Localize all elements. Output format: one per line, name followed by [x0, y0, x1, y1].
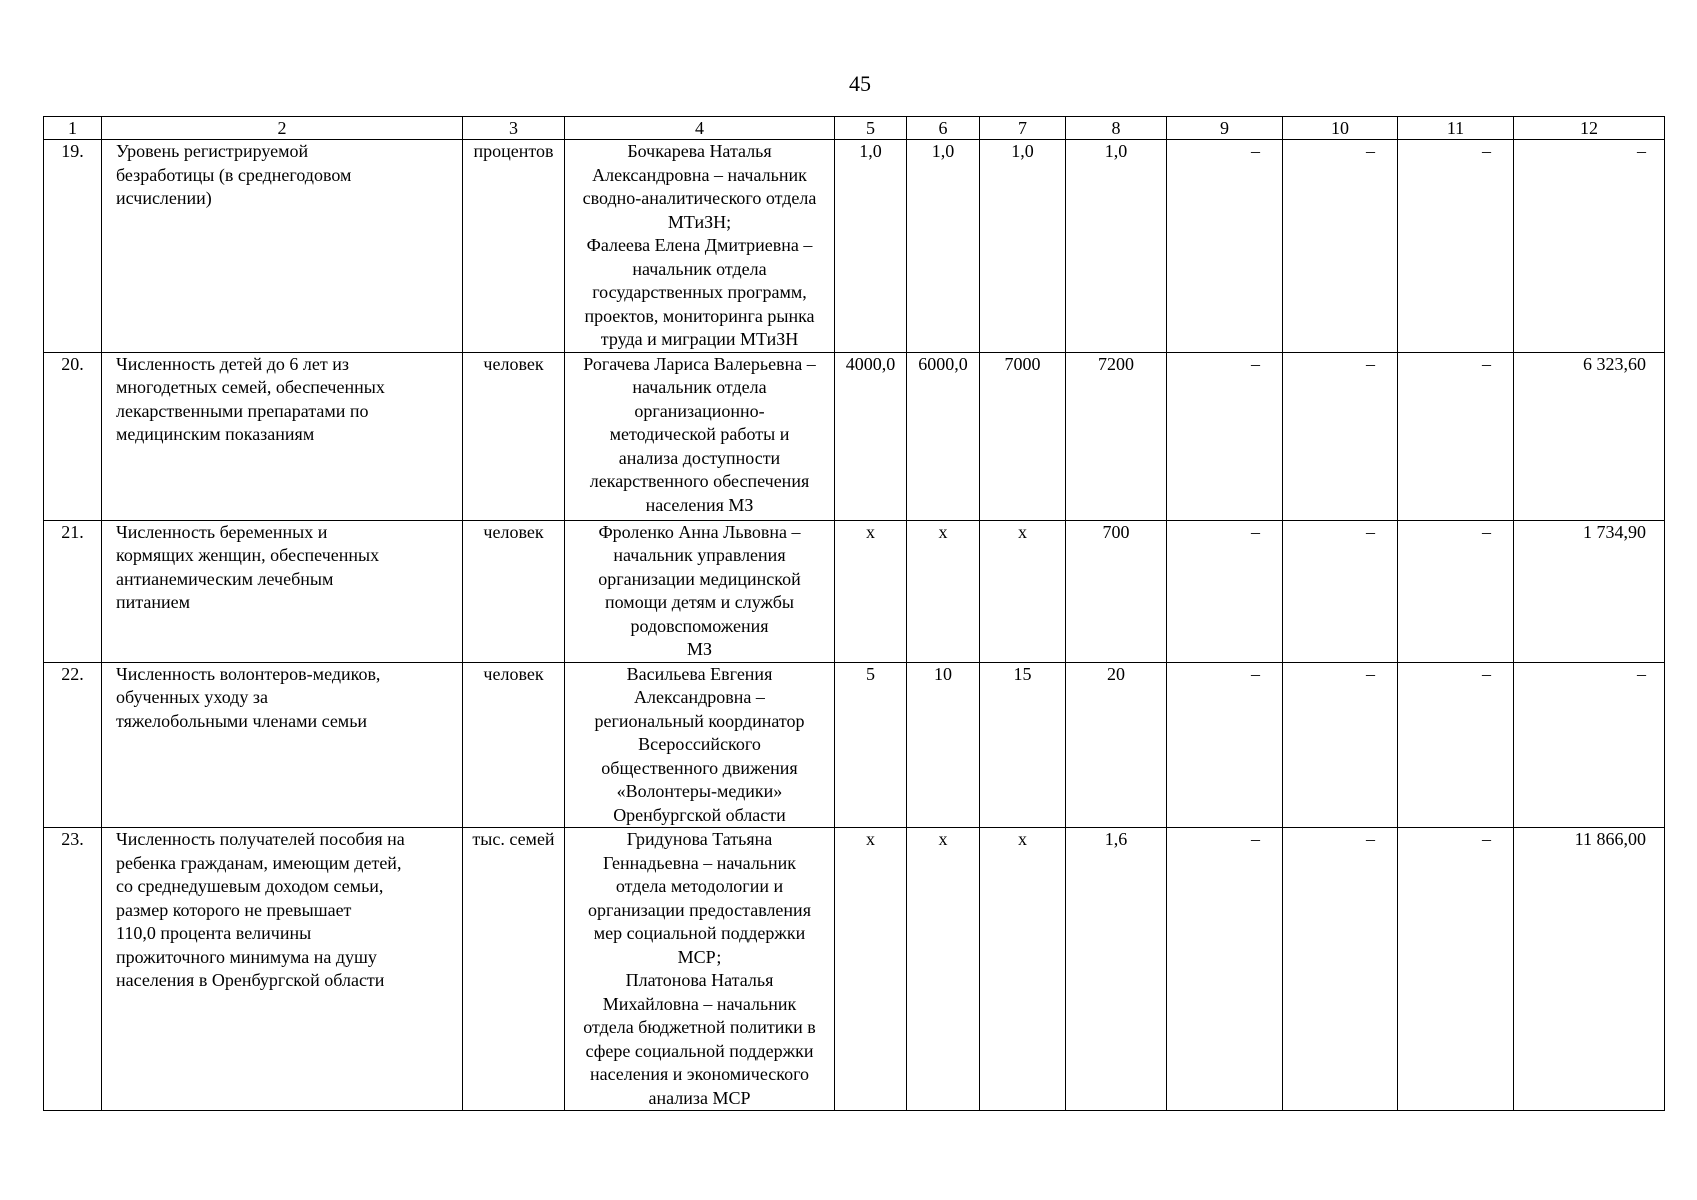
value-cell-v11: –: [1398, 140, 1514, 353]
value-cell-v6: 1,0: [907, 140, 980, 353]
responsible-line: региональный координатор: [594, 710, 805, 731]
table-body: [44, 140, 1665, 1111]
table-row: [44, 828, 1665, 1111]
unit-cell: человек: [463, 352, 565, 520]
value-cell-v11: –: [1398, 662, 1514, 828]
responsible-line: организации медицинской: [598, 568, 801, 589]
unit-cell: тыс. семей: [463, 828, 565, 1111]
column-header: 6: [907, 117, 980, 140]
value-cell-v12: 1 734,90: [1514, 520, 1665, 662]
column-header: 12: [1514, 117, 1665, 140]
column-header: 1: [44, 117, 102, 140]
responsible-line: Васильева Евгения: [626, 663, 773, 684]
column-header: 7: [980, 117, 1066, 140]
column-header: 2: [102, 117, 463, 140]
value-cell-v12: –: [1514, 662, 1665, 828]
value-cell-v12: 6 323,60: [1514, 352, 1665, 520]
indicator-name-line: антианемическим лечебным: [116, 568, 334, 589]
responsible-line: МСР;: [677, 946, 722, 967]
value-cell-v9: –: [1167, 520, 1283, 662]
responsible-line: анализа МСР: [648, 1087, 751, 1108]
responsible-line: общественного движения: [601, 757, 798, 778]
responsible-cell: [565, 662, 835, 828]
table-row: [44, 520, 1665, 662]
page-number: 45: [849, 71, 871, 96]
value-cell-v10: –: [1283, 140, 1398, 353]
responsible-cell: [565, 828, 835, 1111]
column-header: 4: [565, 117, 835, 140]
responsible-line: лекарственного обеспечения: [589, 471, 810, 491]
responsible-line: «Волонтеры-медики»: [616, 781, 783, 801]
responsible-line: Александровна –: [634, 687, 765, 707]
value-cell-v11: –: [1398, 520, 1514, 662]
indicator-name-line: размер которого не превышает: [116, 899, 352, 920]
value-cell-v5: 4000,0: [835, 352, 907, 520]
value-cell-v11: –: [1398, 828, 1514, 1111]
responsible-line: Гридунова Татьяна: [626, 829, 773, 849]
indicator-name-line: со среднедушевым доходом семьи,: [116, 876, 384, 896]
indicator-name-line: безработицы (в среднегодовом: [116, 164, 352, 185]
value-cell-v10: –: [1283, 520, 1398, 662]
value-cell-v9: –: [1167, 828, 1283, 1111]
responsible-line: проектов, мониторинга рынка: [584, 305, 815, 326]
indicator-name-line: ребенка гражданам, имеющим детей,: [116, 852, 402, 873]
value-cell-v8: 1,6: [1066, 828, 1167, 1111]
column-header: 5: [835, 117, 907, 140]
column-header: 9: [1167, 117, 1283, 140]
responsible-line: государственных программ,: [592, 282, 807, 302]
responsible-line: населения МЗ: [645, 494, 754, 515]
value-cell-v9: –: [1167, 140, 1283, 353]
responsible-line: Рогачева Лариса Валерьевна –: [583, 353, 816, 374]
row-number-cell: 20.: [44, 352, 102, 520]
value-cell-v10: –: [1283, 352, 1398, 520]
value-cell-v9: –: [1167, 662, 1283, 828]
indicator-name-line: питанием: [116, 592, 190, 612]
indicator-name-line: Уровень регистрируемой: [116, 141, 309, 161]
value-cell-v5: 5: [835, 662, 907, 828]
table-row: [44, 662, 1665, 828]
responsible-line: мер социальной поддержки: [593, 923, 806, 943]
responsible-line: помощи детям и службы: [605, 592, 794, 612]
responsible-line: методической работы и: [609, 424, 790, 444]
value-cell-v5: х: [835, 828, 907, 1111]
indicator-name-line: обученных уходу за: [116, 687, 268, 707]
row-number-cell: 22.: [44, 662, 102, 828]
row-number-cell: 21.: [44, 520, 102, 662]
indicator-name-line: многодетных семей, обеспеченных: [116, 377, 385, 397]
column-header: 11: [1398, 117, 1514, 140]
responsible-line: начальник отдела: [632, 258, 767, 279]
indicator-name-line: исчислении): [116, 188, 212, 208]
value-cell-v7: х: [980, 520, 1066, 662]
value-cell-v10: –: [1283, 828, 1398, 1111]
value-cell-v10: –: [1283, 662, 1398, 828]
responsible-line: анализа доступности: [618, 447, 781, 468]
indicator-name-cell: [102, 828, 463, 1111]
responsible-cell: [565, 352, 835, 520]
value-cell-v6: х: [907, 828, 980, 1111]
value-cell-v6: 10: [907, 662, 980, 828]
responsible-line: Фалеева Елена Дмитриевна –: [586, 235, 813, 255]
row-number-cell: 19.: [44, 140, 102, 353]
indicator-name-cell: [102, 140, 463, 353]
responsible-line: начальник управления: [613, 545, 786, 565]
indicators-table: [43, 116, 1665, 1111]
indicator-name-line: прожиточного минимума на душу: [116, 946, 377, 967]
responsible-line: Геннадьевна – начальник: [602, 852, 797, 873]
responsible-line: Всероссийского: [638, 734, 761, 754]
column-header: 8: [1066, 117, 1167, 140]
column-number-row: [44, 117, 1665, 140]
column-header: 3: [463, 117, 565, 140]
indicator-name-line: тяжелобольными членами семьи: [116, 710, 368, 731]
value-cell-v7: 7000: [980, 352, 1066, 520]
responsible-line: Михайловна – начальник: [602, 993, 797, 1014]
responsible-line: Бочкарева Наталья: [627, 141, 772, 161]
responsible-line: родовспоможения: [630, 615, 769, 636]
responsible-line: МЗ: [686, 639, 713, 659]
value-cell-v7: 15: [980, 662, 1066, 828]
value-cell-v7: 1,0: [980, 140, 1066, 353]
value-cell-v12: 11 866,00: [1514, 828, 1665, 1111]
indicator-name-cell: [102, 352, 463, 520]
value-cell-v6: х: [907, 520, 980, 662]
indicator-name-line: Численность детей до 6 лет из: [116, 353, 349, 374]
responsible-cell: [565, 140, 835, 353]
table-row: [44, 140, 1665, 353]
unit-cell: человек: [463, 520, 565, 662]
responsible-line: Платонова Наталья: [625, 970, 774, 990]
responsible-line: организационно-: [634, 400, 765, 421]
value-cell-v8: 7200: [1066, 352, 1167, 520]
value-cell-v11: –: [1398, 352, 1514, 520]
unit-cell: человек: [463, 662, 565, 828]
indicator-name-line: Численность беременных и: [116, 521, 328, 542]
value-cell-v9: –: [1167, 352, 1283, 520]
value-cell-v5: х: [835, 520, 907, 662]
row-number-cell: 23.: [44, 828, 102, 1111]
responsible-line: отдела бюджетной политики в: [583, 1017, 816, 1037]
table-row: [44, 352, 1665, 520]
value-cell-v5: 1,0: [835, 140, 907, 353]
value-cell-v6: 6000,0: [907, 352, 980, 520]
indicator-name-line: кормящих женщин, обеспеченных: [116, 545, 380, 565]
value-cell-v12: –: [1514, 140, 1665, 353]
responsible-line: сфере социальной поддержки: [585, 1040, 814, 1061]
responsible-cell: [565, 520, 835, 662]
responsible-line: Александровна – начальник: [592, 164, 807, 185]
indicator-name-cell: [102, 662, 463, 828]
responsible-line: населения и экономического: [589, 1064, 810, 1084]
responsible-line: отдела методологии и: [615, 876, 784, 896]
indicator-name-line: Численность получателей пособия на: [116, 829, 405, 849]
indicator-name-line: 110,0 процента величины: [116, 923, 312, 943]
indicator-name-line: лекарственными препаратами по: [116, 400, 369, 421]
value-cell-v8: 700: [1066, 520, 1167, 662]
indicator-name-line: населения в Оренбургской области: [116, 970, 385, 990]
responsible-line: сводно-аналитического отдела: [582, 188, 817, 208]
value-cell-v8: 20: [1066, 662, 1167, 828]
responsible-line: начальник отдела: [632, 377, 767, 397]
responsible-line: организации предоставления: [588, 899, 811, 920]
unit-cell: процентов: [463, 140, 565, 353]
responsible-line: МТиЗН;: [667, 211, 732, 232]
indicator-name-line: Численность волонтеров-медиков,: [116, 663, 381, 684]
indicator-name-line: медицинским показаниям: [116, 424, 315, 444]
indicator-name-cell: [102, 520, 463, 662]
column-header: 10: [1283, 117, 1398, 140]
responsible-line: Оренбургской области: [613, 804, 786, 825]
value-cell-v8: 1,0: [1066, 140, 1167, 353]
value-cell-v7: х: [980, 828, 1066, 1111]
responsible-line: труда и миграции МТиЗН: [600, 329, 799, 349]
responsible-line: Фроленко Анна Львовна –: [598, 521, 801, 542]
